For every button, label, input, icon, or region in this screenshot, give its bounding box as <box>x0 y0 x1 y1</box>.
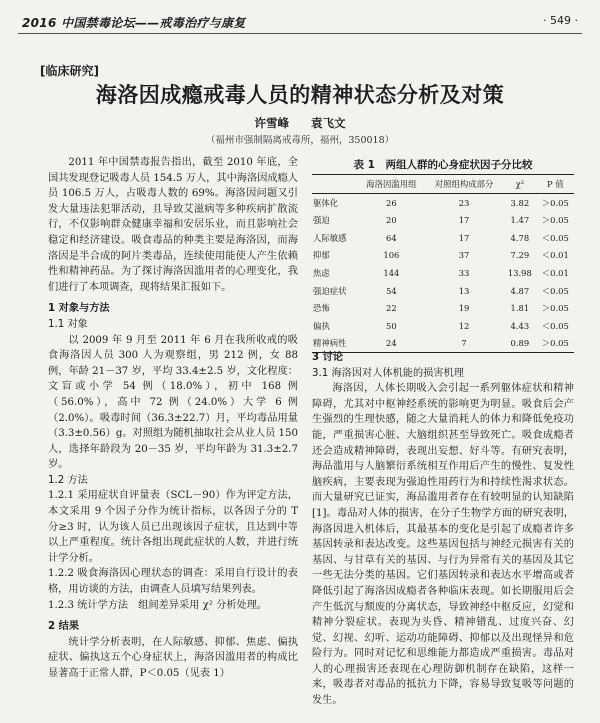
heading-objects-methods: 1 对象与方法 <box>48 303 110 315</box>
table-cell: ＞0.05 <box>537 335 574 353</box>
authors: 许雪峰 袁飞文 <box>254 116 346 130</box>
table-row <box>312 229 574 247</box>
table-cell: 强迫症状 <box>313 285 347 296</box>
table-cell: ＞0.05 <box>541 197 569 208</box>
table-cell: 64 <box>386 232 397 243</box>
symptom-table <box>312 174 574 353</box>
table-cell: ＜0.01 <box>541 250 569 261</box>
table-header-cell: P 值 <box>537 175 574 194</box>
table-cell: 33 <box>458 268 470 279</box>
heading-discussion: 3 讨论 <box>312 352 344 363</box>
heading-subjects: 1.1 对象 <box>48 318 88 330</box>
table-cell: 4.87 <box>510 285 530 296</box>
table-header-row <box>312 175 574 194</box>
page-number: · 549 · <box>543 14 578 27</box>
table-cell: 17 <box>458 215 470 226</box>
table-cell: 20 <box>386 215 397 226</box>
table-cell: 1.47 <box>510 215 530 226</box>
method-1-2-3: 1.2.3 统计学方法 组间差异采用 χ² 分析处理。 <box>48 599 268 611</box>
table-cell: ＜0.01 <box>541 268 569 279</box>
table-cell: ＜0.05 <box>541 232 569 243</box>
table-cell: 24 <box>358 335 425 353</box>
table-row <box>312 212 574 230</box>
table-cell: 54 <box>386 285 397 296</box>
left-column <box>48 155 298 682</box>
table-cell: 106 <box>383 250 400 261</box>
method-1-2-2: 1.2.2 吸食海洛因心理状态的调查：采用自行设计的表格，用访谈的方法，由调查人员填写结果列表。 <box>48 568 298 596</box>
table-cell: 50 <box>386 320 397 331</box>
table-cell: 37 <box>458 250 470 261</box>
heading-mechanism: 3.1 海洛因对人体机能的损害机理 <box>312 367 464 379</box>
table-cell: 22 <box>386 303 397 314</box>
table-cell: 3.82 <box>510 197 530 208</box>
method-1-2-1: 1.2.1 采用症状自评量表（SCL－90）作为评定方法，本文采用 9 个因子分作为统计指标，以各因子分的 T 分≥3 时，认为该人员已出现该因子症状，且达到中等以上严重程度。统计各组出现此症状的人数，并进行统计学分析。 <box>48 490 298 564</box>
table-row <box>312 247 574 265</box>
table-header-cell: 海洛因滥用组 <box>358 175 425 194</box>
subjects-paragraph: 以 2009 年 9 月至 2011 年 6 月在我所收戒的吸食海洛因人员 300 人为观察组，男 212 例，女 88 例，年龄 21－37 岁，平均 33.4±2.5 岁，文化程度：文盲或小学 54 例（18.0%），初中 168 例（56.0%），高中 72 例（24.0%）大学 6 例（2.0%）。吸毒时间（36.3±22.7）月，平均毒品用量（3.3±0.56）g。对照组为随机抽取社会从业人员 150 人，选择年龄段为 20－35 岁，平均年龄为 31.3±2.7 岁。 <box>48 334 298 471</box>
table-cell: 12 <box>458 320 470 331</box>
table-cell: 4.43 <box>510 320 530 331</box>
table-cell: 17 <box>458 232 470 243</box>
table-cell: 13.98 <box>507 268 532 279</box>
article-title: 海洛因成瘾戒毒人员的精神状态分析及对策 <box>95 83 505 107</box>
table-row <box>312 264 574 282</box>
table-header-cell <box>312 175 358 194</box>
table-cell: 恐怖 <box>313 303 330 314</box>
heading-results: 2 结果 <box>48 621 80 633</box>
affiliation: （福州市强制隔离戒毒所，福州，350018） <box>205 135 395 146</box>
table-header-cell: 对照组构成部分 <box>425 175 503 194</box>
table-row <box>312 282 574 300</box>
table-row <box>312 194 574 212</box>
table-cell: 7.29 <box>510 250 530 261</box>
table-cell: 144 <box>383 268 400 279</box>
section-tag: [临床研究] <box>40 64 99 78</box>
table-cell: 焦虑 <box>313 268 330 279</box>
table-cell: 躯体化 <box>313 197 339 208</box>
table-row <box>312 317 574 335</box>
table-cell: 人际敏感 <box>313 232 347 243</box>
table-cell: 1.81 <box>510 303 530 314</box>
results-paragraph: 统计学分析表明，在人际敏感、抑郁、焦虑、偏执症状、偏执这五个心身症状上，海洛因滥用者的构成比显著高于正常人群，P＜0.05（见表 1） <box>48 636 298 679</box>
table-cell: ＞0.05 <box>541 303 569 314</box>
table-cell: 13 <box>458 285 470 296</box>
table-cell: ＜0.05 <box>541 320 569 331</box>
table-cell: ＞0.05 <box>541 215 569 226</box>
table-cell: 强迫 <box>313 215 330 226</box>
table-cell: 0.89 <box>503 335 536 353</box>
table-cell: 精神病性 <box>312 335 358 353</box>
intro-paragraph: 2011 年中国禁毒报告指出，截至 2010 年底，全国共发现登记吸毒人员 154.5 万人，其中海洛因成瘾人员 106.5 万人，占吸毒人数的 69%。海洛因问题又引发大量违法犯罪活动，且导致艾滋病等多种疾病扩散流行，不仅影响群众健康幸福和安居乐业，而且影响社会稳定和经济建设。吸食毒品的种类主要是海洛因，而海洛因是半合成的阿片类毒品，连续使用能使人产生依赖性和精神药品。为了探讨海洛因滥用者的心理变化，我们进行了本项调查，现将结果汇报如下。 <box>48 157 298 293</box>
table-cell: 抑郁 <box>313 250 330 261</box>
table-cell: 26 <box>386 197 397 208</box>
table-cell: 7 <box>425 335 503 353</box>
table-cell: 4.78 <box>510 232 530 243</box>
discussion-paragraph: 海洛因，人体长期吸入会引起一系列躯体症状和精神障碍，尤其对中枢神经系统的影响更为明显。吸食后会产生强烈的生理快感，随之大量消耗人的体力和降低免疫功能，严重损害心脏、大脑组织甚至导致死亡。吸食成瘾者还会造成精神障碍，表现出妄想、好斗等。有研究表明，海品滥用与人脑繁衍系统相互作用后产生的慢性、复发性脑疾病，主要表现为强迫性用药行为和持续性渴求状态。而大量研究已证实，海品滥用者存在有较明显的认知缺陷[1]。毒品对人体的损害，在分子生物学方面的研究表明，海洛因进入机体后，其最基本的变化是引起了成瘾者许多基因转录和表达改变。这些基因包括与神经元损害有关的基因、与甘草有关的基因、与行为异常有关的基因及其它一些无法分类的基因。它们基因转录和表达水平增高或者降低引起了海洛因成瘾者各种临床表现。如长期服用后会产生低沉与颓废的分离状态，导致神经中枢反应，幻觉和精神分裂症状。表现为头昏、精神错乱、过度兴奋、幻觉、幻视、幻听、运动功能障碍、抑郁以及出现怪异和危险行为。同时对记忆和思维能力都造成严重损害。毒品对人的心理损害还表现在心理防御机制存在缺陷，这样一来，吸毒者对毒品的抵抗力下降，容易导致复吸等问题的发生。 <box>312 383 574 707</box>
right-column <box>312 344 574 709</box>
table-cell: 23 <box>458 197 470 208</box>
table-cell: ＜0.05 <box>541 285 569 296</box>
table-cell: 偏执 <box>313 320 330 331</box>
running-head: 2016 中国禁毒论坛——戒毒治疗与康复 <box>22 16 246 30</box>
table-title: 表 1 两组人群的心身症状因子分比较 <box>353 159 533 171</box>
table-header-cell: χ² <box>503 175 536 194</box>
header-rule <box>18 33 582 34</box>
heading-methods: 1.2 方法 <box>48 474 88 486</box>
table-row <box>312 299 574 317</box>
table-cell: 19 <box>458 303 470 314</box>
